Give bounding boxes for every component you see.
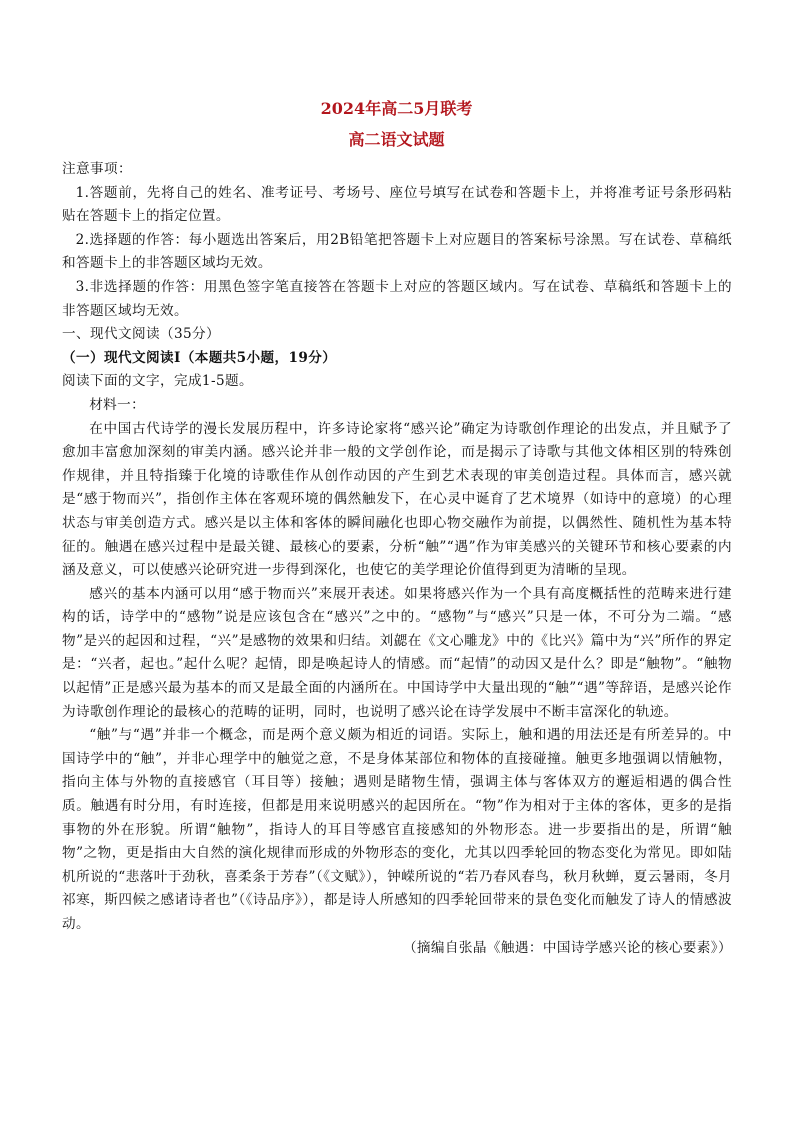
- paragraph-3: “触”与“遇”并非一个概念，而是两个意义颇为相近的词语。实际上，触和遇的用法还是有所差异的。中国诗学中的“触”，并非心理学中的触觉之意，不是身体某部位和物体的直接碰撞。触更多地强调以情触物，指向主体与外物的直接感官（耳目等）接触；遇则是睹物生情，强调主体与客体双方的邂逅相遇的偶合性质。触遇有时分用，有时连接，但都是用来说明感兴的起因所在。“物”作为相对于主体的客体，更多的是指事物的外在形貌。所谓“触物”，指诗人的耳目等感官直接感知的外物形态。进一步要指出的是，所谓“触物”之物，更是指由大自然的演化规律而形成的外物形态的变化，尤其以四季轮回的物态变化为常见。即如陆机所说的“悲落叶于劲秋，喜柔条于芳春”（《文赋》），钟嵘所说的“若乃春风春鸟，秋月秋蝉，夏云暑雨，冬月祁寒，斯四候之感诸诗者也”（《诗品序》），都是诗人所感知的四季轮回带来的景色变化而触发了诗人的情感波动。: [62, 727, 732, 932]
- subsection-heading: （一）现代文阅读Ⅰ（本题共5小题，19分）: [62, 349, 337, 366]
- material-label: 材料一：: [89, 396, 146, 413]
- notice-item-1: 1.答题前，先将自己的姓名、准考证号、考场号、座位号填写在试卷和答题卡上，并将准考证号条形码粘贴在答题卡上的指定位置。: [62, 184, 732, 225]
- reading-instruction: 阅读下面的文字，完成1-5题。: [62, 373, 254, 390]
- section-heading: 一、现代文阅读（35分）: [62, 326, 221, 343]
- notice-heading: 注意事项：: [62, 161, 132, 177]
- exam-subtitle: 高二语文试题: [348, 130, 445, 149]
- notice-item-3: 3.非选择题的作答：用黑色签字笔直接答在答题卡上对应的答题区域内。写在试卷、草稿纸和答题卡上的非答题区域均无效。: [62, 278, 732, 319]
- exam-title: 2024年高二5月联考: [320, 99, 473, 118]
- notice-item-2: 2.选择题的作答：每小题选出答案后，用2B铅笔把答题卡上对应题目的答案标号涂黑。写在试卷、草稿纸和答题卡上的非答题区域均无效。: [62, 231, 732, 272]
- paragraph-1: 在中国古代诗学的漫长发展历程中，许多诗论家将“感兴论”确定为诗歌创作理论的出发点，并且赋予了愈加丰富愈加深刻的审美内涵。感兴论并非一般的文学创作论，而是揭示了诗歌与其他文体相区别的特殊创作规律，并且特指臻于化境的诗歌佳作从创作动因的产生到艺术表现的审美创造过程。具体而言，感兴就是“感于物而兴”，指创作主体在客观环境的偶然触发下，在心灵中诞育了艺术境界（如诗中的意境）的心理状态与审美创造方式。感兴是以主体和客体的瞬间融化也即心物交融作为前提，以偶然性、随机性为基本特征的。触遇在感兴过程中是最关键、最核心的要素，分析“触”“遇”作为审美感兴的关键环节和核心要素的内涵及意义，可以使感兴论研究进一步得到深化，也使它的美学理论价值得到更为清晰的呈现。: [62, 420, 732, 579]
- paragraph-2: 感兴的基本内涵可以用“感于物而兴”来展开表述。如果将感兴作为一个具有高度概括性的范畴来进行建构的话，诗学中的“感物”说是应该包含在“感兴”之中的。“感物”与“感兴”只是一体，不可分为二端。“感物”是兴的起因和过程，“兴”是感物的效果和归结。刘勰在《文心雕龙》中的《比兴》篇中为“兴”所作的界定是：“兴者，起也。”起什么呢？起情，即是唤起诗人的情感。而“起情”的动因又是什么？即是“触物”。“触物以起情”正是感兴最为基本的而又是最全面的内涵所在。中国诗学中大量出现的“触”“遇”等辞语，是感兴论作为诗歌创作理论的最核心的范畴的证明，同时，也说明了感兴论在诗学发展中不断丰富深化的轨迹。: [62, 585, 732, 720]
- exam-body: [62, 158, 732, 960]
- source-citation: （摘编自张晶《触遇：中国诗学感兴论的核心要素》）: [402, 939, 732, 956]
